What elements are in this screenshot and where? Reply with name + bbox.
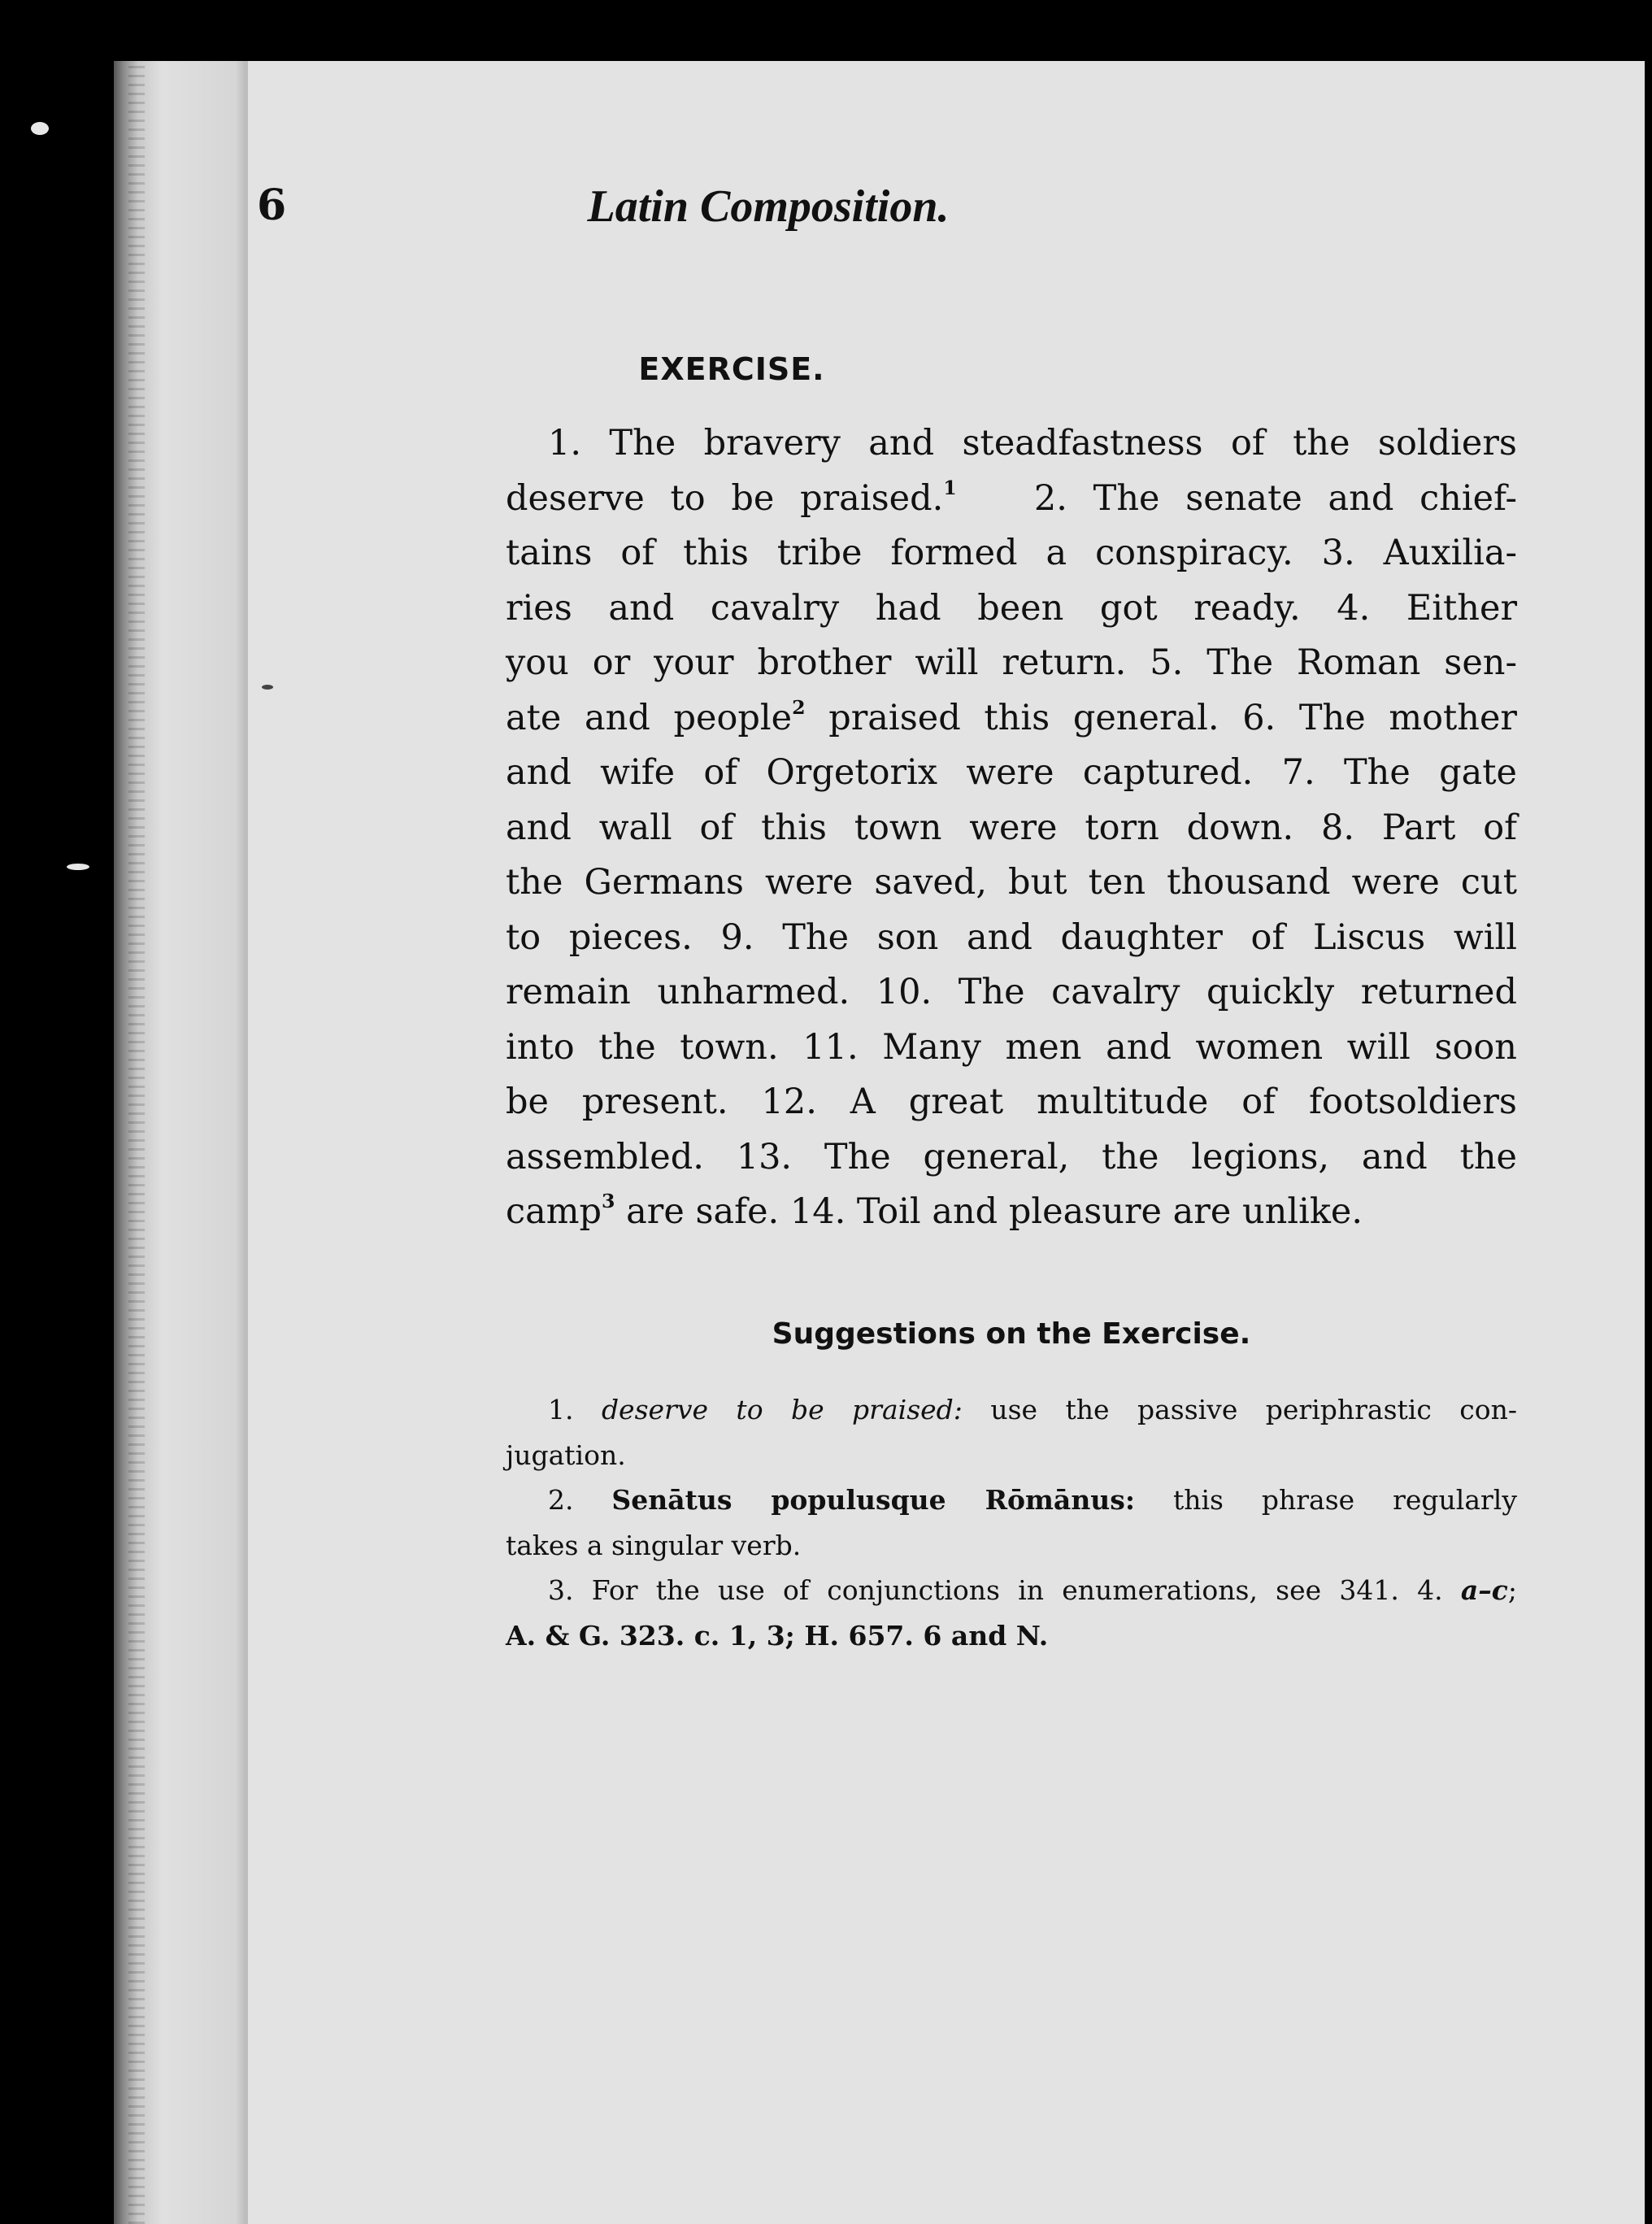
exercise-line: camp$^3$ are safe. 14. Toil and pleasure are unlike. [506, 1190, 1363, 1232]
scan-speck [262, 685, 273, 690]
exercise-line: ate and people$^2$ praised this general. 6. The mother [506, 695, 1517, 738]
exercise-line: tains of this tribe formed a conspiracy. 3. Auxilia- [506, 533, 1517, 573]
note-line: takes a singular verb. [506, 1529, 802, 1561]
exercise-line: remain unharmed. 10. The cavalry quickly returned [506, 972, 1517, 1012]
note-line: 2. Senātus populusque Rōmānus: this phrase regularly [548, 1484, 1517, 1516]
note-reference: a–c [1460, 1574, 1508, 1606]
note-term: deserve to be praised: [601, 1394, 963, 1425]
page-header [257, 181, 1206, 262]
footnote-mark: 3 [602, 1190, 615, 1213]
note-line: A. & G. 323. c. 1, 3; H. 657. 6 and N. [506, 1619, 1049, 1652]
exercise-line: ries and cavalry had been got ready. 4. Either [506, 587, 1517, 629]
exercise-line: assembled. 13. The general, the legions, and the [506, 1136, 1517, 1177]
exercise-heading: EXERCISE. [638, 351, 825, 387]
exercise-line: into the town. 11. Many men and women will soon [506, 1026, 1517, 1068]
note-line: jugation. [506, 1438, 626, 1471]
note-line: 3. For the use of conjunctions in enumerations, see 341. 4. a–c; [548, 1574, 1517, 1606]
footnote-mark: 1 [943, 476, 957, 499]
suggestion-notes [506, 1387, 1517, 1658]
exercise-line: be present. 12. A great multitude of footsoldiers [506, 1082, 1517, 1122]
exercise-line: you or your brother will return. 5. The Roman sen- [506, 642, 1517, 683]
exercise-line: the Germans were saved, but ten thousand were cut [506, 862, 1517, 903]
exercise-line: and wall of this town were torn down. 8. Part of [506, 807, 1517, 848]
footnote-mark: 2 [792, 695, 806, 719]
note-term: Senātus populusque Rōmānus: [611, 1484, 1136, 1516]
exercise-line: to pieces. 9. The son and daughter of Liscus will [506, 916, 1517, 958]
running-title: Latin Composition. [587, 181, 950, 232]
suggestions-heading: Suggestions on the Exercise. [772, 1317, 1251, 1351]
exercise-text [506, 416, 1517, 1240]
scan-speck [67, 864, 89, 870]
exercise-line: 1. The bravery and steadfastness of the soldiers [548, 423, 1517, 464]
book-binding-edge [114, 61, 246, 2224]
note-line: 1. deserve to be praised: use the passive periphrastic con- [548, 1394, 1517, 1425]
exercise-line: deserve to be praised.$^1$ 2. The senate and chief- [506, 476, 1517, 519]
page-number: 6 [257, 181, 287, 230]
scan-speck [31, 122, 49, 135]
exercise-line: and wife of Orgetorix were captured. 7. The gate [506, 752, 1517, 793]
